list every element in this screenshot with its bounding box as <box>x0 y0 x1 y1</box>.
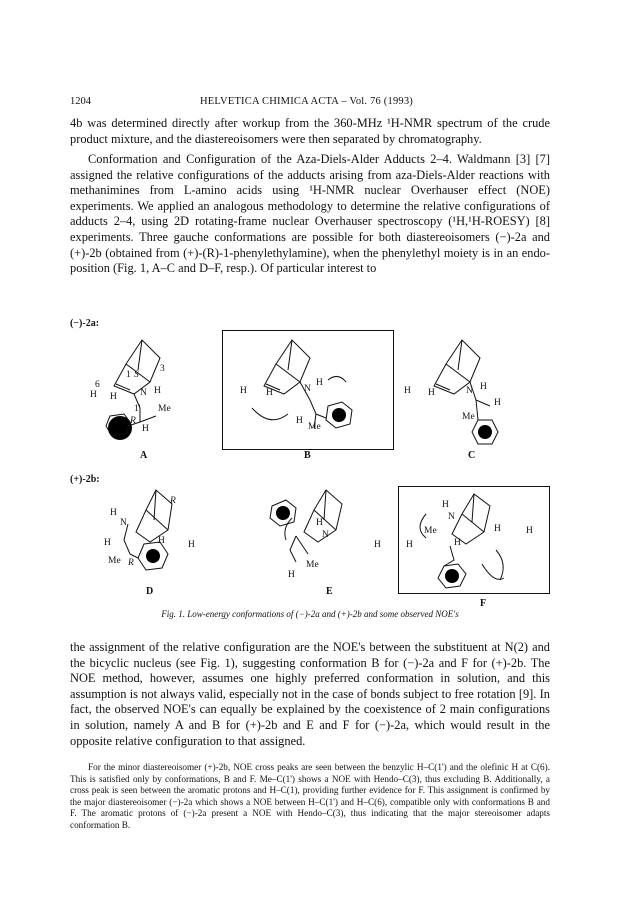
atom-h: H <box>104 538 111 548</box>
structure-d <box>84 484 214 584</box>
paragraph-3: the assignment of the relative configuration are the NOE's between the substituent at N(2) and the bicyclic nucleus (see Fig. 1), suggesting conformation B for (−)-2a and F for (+)-2b. The NOE method, however, assumes one highly preferred conformation in solution, and this assumption is not always valid, especially not in the case of bonds subject to free rotation [9]. In fact, the observed NOE's can equally be explained by the coexistence of 2 main configurations in solution, namely A and B for (+)-2b and E and F for (−)-2a, which would result in the opposite relative configuration to that assigned. <box>70 640 550 748</box>
atom-n: N <box>448 512 455 522</box>
panel-d-label: D <box>146 586 154 597</box>
atom-h: H <box>266 388 273 398</box>
atom-1: 1 <box>126 370 131 380</box>
atom-h: H <box>428 388 435 398</box>
panel-b-label: B <box>304 450 311 461</box>
footnote: For the minor diastereoisomer (+)-2b, NOE cross peaks are seen between the benzylic H–C(1') and the olefinic H at C(6). This is satisfied only by conformations, B and F. Me–C(1') shows a NOE with Hendo–C(3), thus excluding B. Additionally, a cross peak is seen between the aromatic protons and H–C(1), providing further evidence for F. This assignment is confirmed by the major diastereoisomer (−)-2a which shows a NOE between H–C(1') and H–C(6), compatible only with conformations B and F. The aromatic protons of (−)-2a present a NOE with Hendo–C(3), thus indicating that the major stereoisomer adapts conformation B. <box>70 762 550 830</box>
atom-h: H <box>288 570 295 580</box>
atom-h: H <box>316 518 323 528</box>
atom-me: Me <box>462 412 475 422</box>
row2-label: (+)-2b: <box>70 474 100 485</box>
atom-r: R <box>128 558 134 568</box>
atom-h: H <box>154 386 161 396</box>
panel-e-label: E <box>326 586 333 597</box>
atom-h: H <box>90 390 97 400</box>
atom-h: H <box>240 386 247 396</box>
atom-s: S <box>134 370 139 380</box>
journal-title: HELVETICA CHIMICA ACTA – Vol. 76 (1993) <box>200 96 413 107</box>
panel-c-label: C <box>468 450 476 461</box>
atom-n: N <box>466 386 473 396</box>
figure-1 <box>70 318 550 618</box>
atom-6: 6 <box>95 380 100 390</box>
atom-r: R <box>170 496 176 506</box>
atom-h: H <box>404 386 411 396</box>
atom-h: H <box>158 536 165 546</box>
panel-f-label: F <box>480 598 487 609</box>
atom-h: H <box>374 540 381 550</box>
atom-h: H <box>316 378 323 388</box>
atom-h: H <box>110 508 117 518</box>
atom-h: H <box>188 540 195 550</box>
atom-h: H <box>296 416 303 426</box>
paragraph-1: 4b was determined directly after workup from the 360-MHz ¹H-NMR spectrum of the crude product mixture, and the diastereoisomers were then separated by chromatography. <box>70 116 550 146</box>
atom-me: Me <box>158 404 171 414</box>
atom-h: H <box>110 392 117 402</box>
atom-h: H <box>526 526 533 536</box>
atom-n: N <box>120 518 127 528</box>
atom-n: N <box>140 388 147 398</box>
atom-me: Me <box>308 422 321 432</box>
structure-f <box>404 488 544 592</box>
atom-1-prime: 1' <box>134 404 141 414</box>
atom-me: Me <box>424 526 437 536</box>
atom-n: N <box>304 384 311 394</box>
atom-n: N <box>322 530 329 540</box>
atom-3: 3 <box>160 364 165 374</box>
figure-caption: Fig. 1. Low-energy conformations of (−)-2a and (+)-2b and some observed NOE's <box>161 609 459 619</box>
atom-h: H <box>142 424 149 434</box>
atom-h: H <box>494 524 501 534</box>
atom-me: Me <box>306 560 319 570</box>
paragraph-2: Conformation and Configuration of the Aza-Diels-Alder Adducts 2–4. Waldmann [3] [7] assigned the relative configurations of the adducts arising from aza-Diels-Alder reactions with methanimines from L-amino acids using ¹H-NMR nuclear Overhauser effect (NOE) experiments. We applied an analogous methodology to determine the relative configurations of adducts 2–4, using 2D rotating-frame nuclear Overhauser spectroscopy (¹H,¹H-ROESY) [8] experiments. Three gauche conformations are possible for both diastereoisomers (−)-2a and (+)-2b (obtained from (+)-(R)-1-phenylethylamine), when the phenylethyl moiety is in an endo-position (Fig. 1, A–C and D–F, resp.). Of particular interest to <box>70 152 550 276</box>
atom-h: H <box>480 382 487 392</box>
atom-me: Me <box>108 556 121 566</box>
atom-r: R <box>130 416 136 426</box>
atom-h: H <box>406 540 413 550</box>
atom-h: H <box>442 500 449 510</box>
panel-a-label: A <box>140 450 148 461</box>
structure-e <box>256 484 386 584</box>
atom-h: H <box>454 538 461 548</box>
page-number: 1204 <box>70 96 91 107</box>
atom-h: H <box>494 398 501 408</box>
row1-label: (−)-2a: <box>70 318 100 329</box>
